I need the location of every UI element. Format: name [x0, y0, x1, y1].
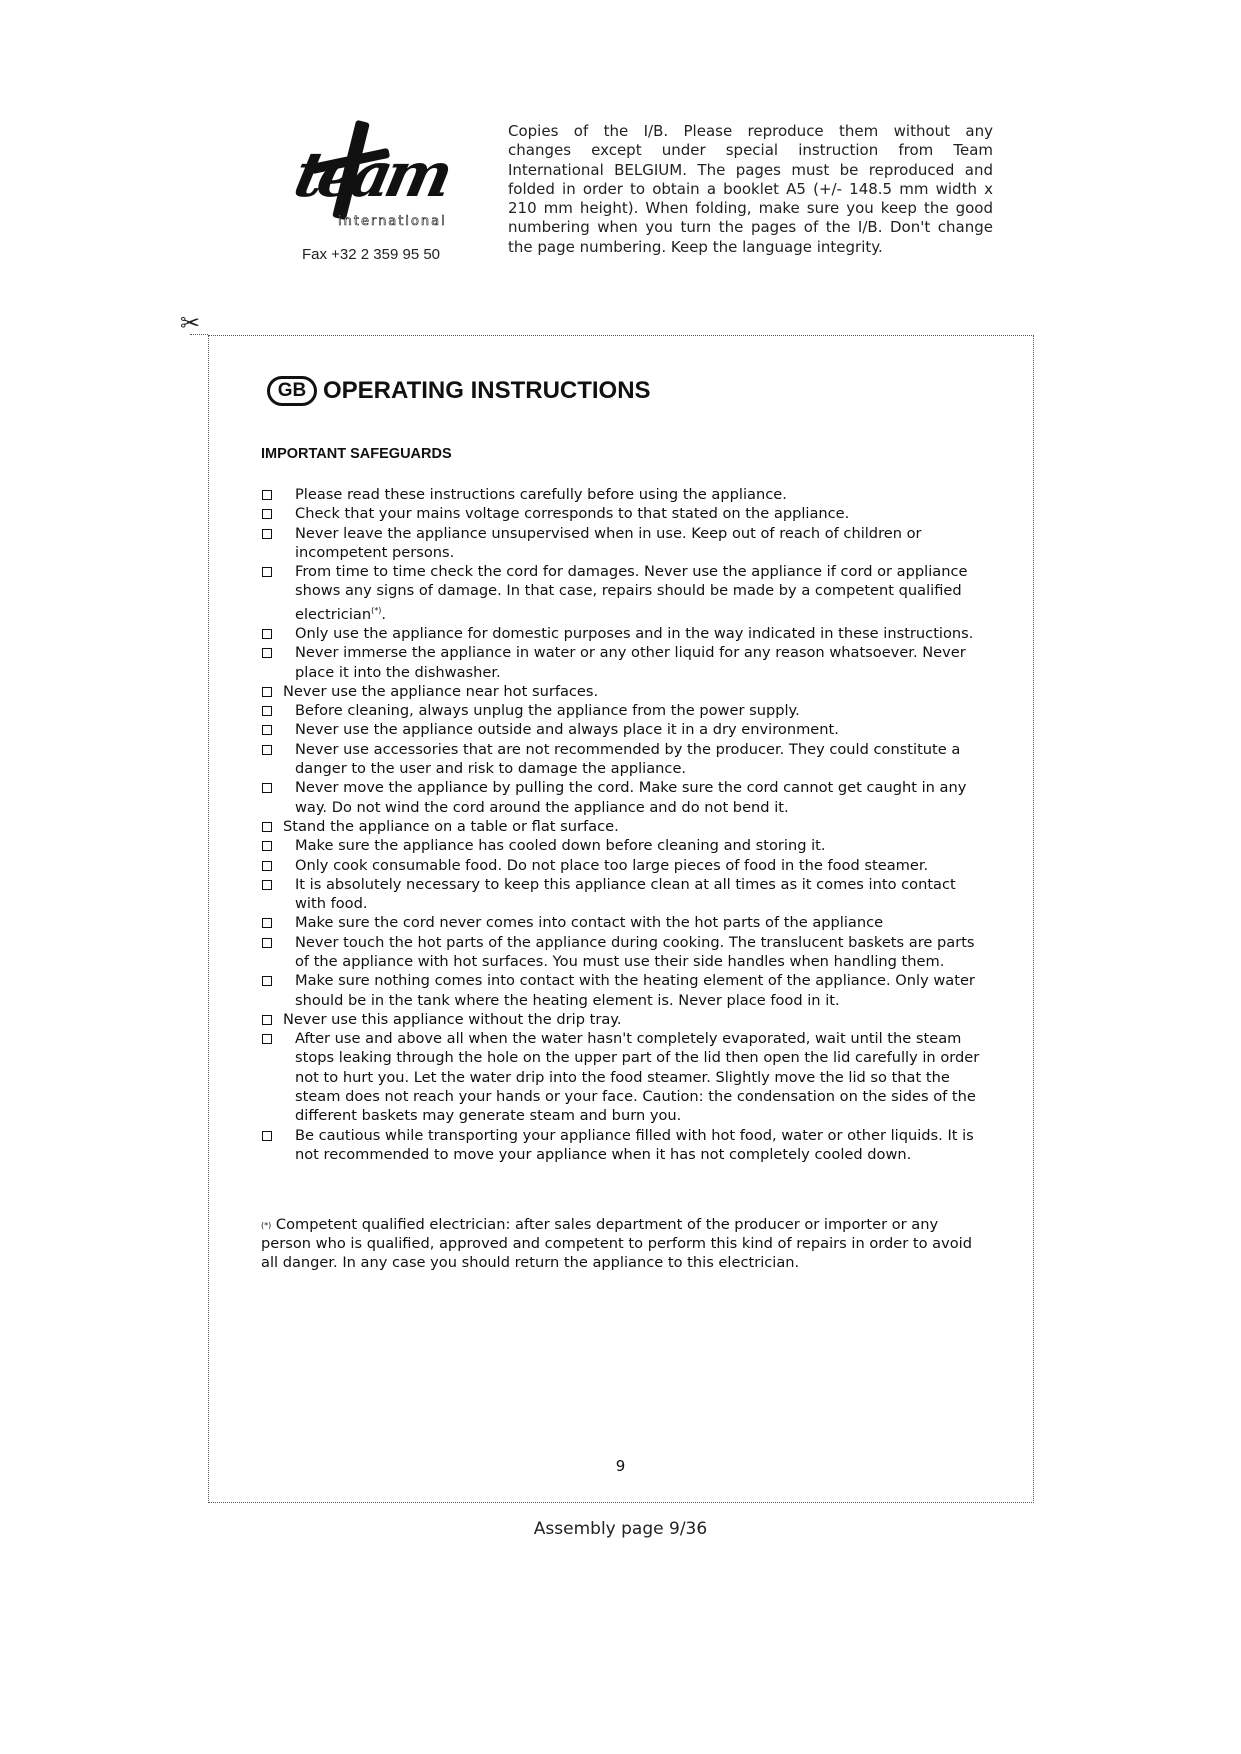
- list-item: Never move the appliance by pulling the cord. Make sure the cord cannot get caught in any way. Do not wind the cord around the appliance and do not bend it.: [261, 778, 991, 817]
- list-item: From time to time check the cord for damages. Never use the appliance if cord or appliance shows any signs of damage. In that case, repairs should be made by a competent qualified electrician(*).: [261, 562, 991, 624]
- checkbox-icon: [262, 1131, 272, 1141]
- copies-line: changes except under special instruction from Team: [508, 141, 993, 160]
- checkbox-icon: [262, 648, 272, 658]
- list-item: Never leave the appliance unsupervised when in use. Keep out of reach of children or incompetent persons.: [261, 524, 991, 563]
- cut-line: [190, 334, 208, 335]
- checkbox-icon: [262, 861, 272, 871]
- checkbox-icon: [262, 706, 272, 716]
- checkbox-icon: [262, 938, 272, 948]
- checkbox-icon: [262, 745, 272, 755]
- section-title: IMPORTANT SAFEGUARDS: [261, 446, 452, 462]
- page-title: [267, 373, 651, 409]
- copies-line: Copies of the I/B. Please reproduce them without any: [508, 122, 993, 140]
- checkbox-icon: [262, 567, 272, 577]
- copies-line: 210 mm height). When folding, make sure you keep the good: [508, 199, 993, 218]
- list-item: Never use this appliance without the drip tray.: [261, 1010, 991, 1029]
- checkbox-icon: [262, 509, 272, 519]
- checkbox-icon: [262, 529, 272, 539]
- assembly-page-label: Assembly page 9/36: [533, 1519, 708, 1539]
- checkbox-icon: [262, 1034, 272, 1044]
- list-item: Make sure the cord never comes into contact with the hot parts of the appliance: [261, 913, 991, 932]
- checkbox-icon: [262, 687, 272, 697]
- list-item: Make sure nothing comes into contact with the heating element of the appliance. Only water should be in the tank where the heating element is. Never place food in it.: [261, 971, 991, 1010]
- copies-line: the page numbering. Keep the language integrity.: [508, 237, 883, 256]
- safeguards-list: [261, 485, 991, 1164]
- checkbox-icon: [262, 841, 272, 851]
- heading-title: OPERATING INSTRUCTIONS: [323, 377, 651, 404]
- copies-instructions: [508, 122, 993, 257]
- checkbox-icon: [262, 976, 272, 986]
- copies-line: International BELGIUM. The pages must be reproduced and: [508, 160, 993, 179]
- copies-line: numbering when you turn the pages of the I/B. Don't change: [508, 218, 993, 237]
- footnote-marker: (*): [261, 1221, 272, 1230]
- list-item: Before cleaning, always unplug the appliance from the power supply.: [261, 701, 991, 720]
- checkbox-icon: [262, 783, 272, 793]
- team-logo: [290, 118, 460, 238]
- list-item: Never use the appliance outside and always place it in a dry environment.: [261, 720, 991, 739]
- checkbox-icon: [262, 880, 272, 890]
- page-number: 9: [615, 1457, 626, 1475]
- checkbox-icon: [262, 822, 272, 832]
- gb-language-badge: GB: [267, 376, 317, 406]
- list-item: It is absolutely necessary to keep this appliance clean at all times as it comes into contact with food.: [261, 875, 991, 914]
- list-item: Never use the appliance near hot surfaces.: [261, 682, 991, 701]
- footnote: [261, 1215, 981, 1272]
- list-item: After use and above all when the water hasn't completely evaporated, wait until the steam stops leaking through the hole on the upper part of the lid then open the lid carefully in order not to hurt you. Let the water drip into the food steamer. Slightly move the lid so that the steam does not reach your hands or your face. Caution: the condensation on the sides of the different baskets may generate steam and burn you.: [261, 1029, 991, 1125]
- checkbox-icon: [262, 629, 272, 639]
- list-item: Be cautious while transporting your appliance filled with hot food, water or other liquids. It is not recommended to move your appliance when it has not completely cooled down.: [261, 1126, 991, 1165]
- checkbox-icon: [262, 918, 272, 928]
- footnote-marker: (*): [371, 605, 382, 615]
- logo-word: team: [288, 138, 454, 211]
- scissors-icon: ✂: [180, 309, 201, 337]
- list-item: Never touch the hot parts of the appliance during cooking. The translucent baskets are parts of the appliance with hot surfaces. You must use their side handles when handling them.: [261, 933, 991, 972]
- list-item: Never immerse the appliance in water or any other liquid for any reason whatsoever. Never place it into the dishwasher.: [261, 643, 991, 682]
- checkbox-icon: [262, 1015, 272, 1025]
- list-item: Stand the appliance on a table or flat surface.: [261, 817, 991, 836]
- checkbox-icon: [262, 725, 272, 735]
- copies-line: folded in order to obtain a booklet A5 (+/- 148.5 mm width x: [508, 179, 993, 198]
- logo-subtitle: international: [338, 214, 447, 229]
- list-item: Make sure the appliance has cooled down before cleaning and storing it.: [261, 836, 991, 855]
- list-item: Only use the appliance for domestic purposes and in the way indicated in these instructions.: [261, 624, 991, 643]
- fax-number: Fax +32 2 359 95 50: [302, 246, 441, 263]
- checkbox-icon: [262, 490, 272, 500]
- list-item: Only cook consumable food. Do not place too large pieces of food in the food steamer.: [261, 856, 991, 875]
- list-item: Please read these instructions carefully before using the appliance.: [261, 485, 991, 504]
- footnote-text: Competent qualified electrician: after sales department of the producer or importer or any person who is qualified, approved and competent to perform this kind of repairs in order to avoid all danger. In any case you should return the appliance to this electrician.: [261, 1216, 973, 1271]
- list-item: Check that your mains voltage corresponds to that stated on the appliance.: [261, 504, 991, 523]
- list-item: Never use accessories that are not recommended by the producer. They could constitute a danger to the user and risk to damage the appliance.: [261, 740, 991, 779]
